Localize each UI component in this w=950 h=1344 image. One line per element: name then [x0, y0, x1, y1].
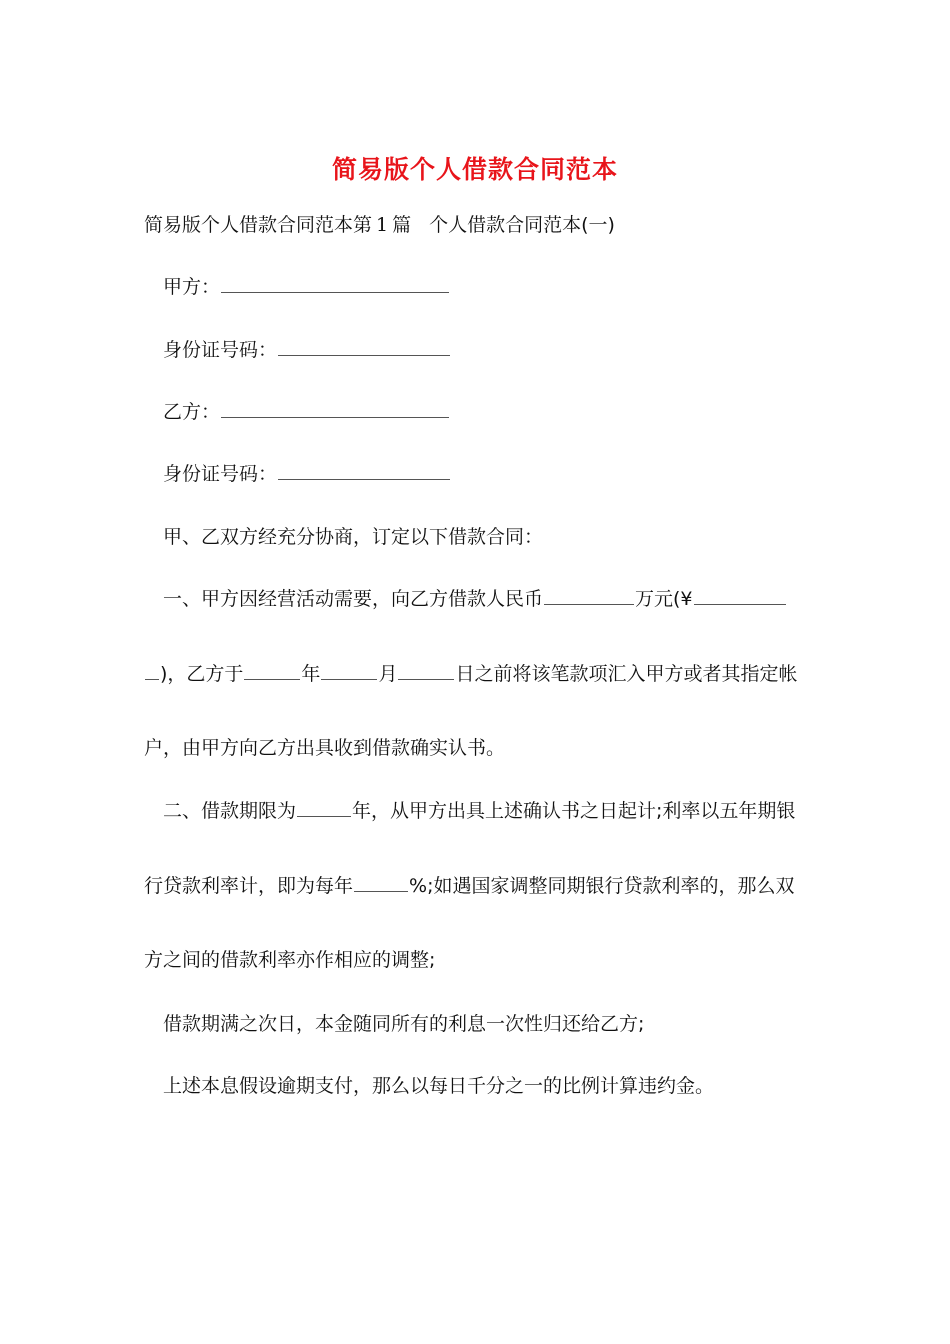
id-b-blank[interactable]	[278, 461, 450, 480]
id-a-line	[163, 337, 451, 363]
day-blank[interactable]	[398, 661, 454, 680]
clause2-text-2: 年，从甲方出具上述确认书之日起计;利率以五年期银	[352, 800, 796, 822]
subtitle-line	[144, 212, 615, 238]
penalty-paragraph: 上述本息假设逾期支付，那么以每日千分之一的比例计算违约金。	[163, 1075, 715, 1097]
rate-blank[interactable]	[354, 873, 408, 892]
clause2-text-1: 二、借款期限为	[163, 800, 297, 822]
document-title: 简易版个人借款合同范本	[331, 155, 618, 184]
intro-paragraph: 甲、乙双方经充分协商，订定以下借款合同：	[163, 526, 544, 548]
party-b-line	[163, 399, 450, 425]
party-a-label: 甲方：	[163, 276, 221, 298]
term-years-blank[interactable]	[297, 798, 351, 817]
party-a-blank[interactable]	[221, 274, 449, 293]
clause1-text-2: 万元(¥	[635, 588, 693, 610]
id-a-label: 身份证号码：	[163, 339, 278, 361]
subtitle-right: 个人借款合同范本(一)	[429, 214, 615, 236]
clause1-text-3: )，乙方于	[160, 663, 244, 685]
clause1-line3: 户，由甲方向乙方出具收到借款确实认书。	[144, 737, 506, 759]
year-blank[interactable]	[244, 661, 300, 680]
amount-yuan-blank-end[interactable]	[145, 661, 159, 680]
month-blank[interactable]	[321, 661, 377, 680]
clause2-text-4: %;如遇国家调整同期银行贷款利率的，那么双	[409, 875, 795, 897]
amount-wan-blank[interactable]	[544, 586, 634, 605]
clause2-line3: 方之间的借款利率亦作相应的调整;	[144, 949, 436, 971]
subtitle-suffix: 篇	[392, 214, 412, 236]
party-a-line	[163, 274, 450, 300]
clause2-line2	[144, 873, 794, 899]
clause2-line1	[163, 798, 795, 824]
subtitle-prefix: 简易版个人借款合同范本第	[144, 214, 373, 236]
id-b-line	[163, 461, 451, 487]
subtitle-number: 1	[376, 214, 389, 236]
party-b-label: 乙方：	[163, 401, 221, 423]
id-a-blank[interactable]	[278, 337, 450, 356]
clause2-text-3: 行贷款利率计，即为每年	[144, 875, 354, 897]
clause1-text-6: 日之前将该笔款项汇入甲方或者其指定帐	[455, 663, 798, 685]
id-b-label: 身份证号码：	[163, 463, 278, 485]
repay-paragraph: 借款期满之次日，本金随同所有的利息一次性归还给乙方;	[163, 1013, 645, 1035]
amount-yuan-blank[interactable]	[694, 586, 786, 605]
clause1-line1	[163, 586, 787, 612]
clause1-text-5: 月	[378, 663, 398, 685]
clause1-line2	[144, 661, 797, 687]
clause1-text-1: 一、甲方因经营活动需要，向乙方借款人民币	[163, 588, 544, 610]
clause1-text-4: 年	[301, 663, 321, 685]
party-b-blank[interactable]	[221, 399, 449, 418]
